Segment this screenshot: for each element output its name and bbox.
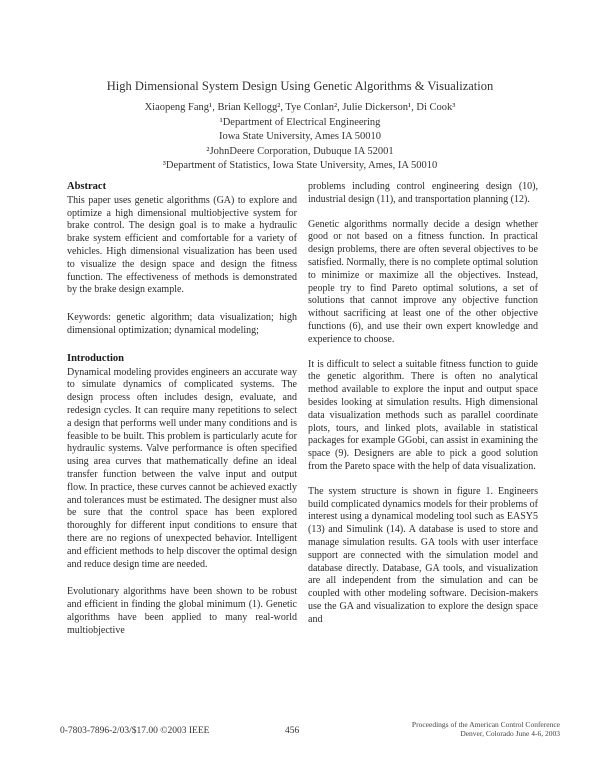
footer-proceedings <box>385 720 560 738</box>
author-block <box>60 101 540 174</box>
abstract-text: This paper uses genetic algorithms (GA) to explore and optimize a high dimensional multiobjective system for brake control. The design goal is to make a hydraulic brake system efficient and comfortable for a variety of vehicles. High dimensional visualization has been used to visualize the design space and design the fitness function. The effectiveness of methods is demonstrated by the brake design example. <box>67 194 297 296</box>
page-number: 456 <box>285 726 300 736</box>
introduction-heading: Introduction <box>67 352 124 364</box>
footer-isbn: 0-7803-7896-2/03/$17.00 ©2003 IEEE <box>60 726 210 736</box>
affiliation-line: ³Department of Statistics, Iowa State University, Ames, IA 50010 <box>162 160 438 171</box>
left-column <box>67 181 297 650</box>
proceedings-line: Denver, Colorado June 4-6, 2003 <box>460 729 560 738</box>
intro-paragraph: Dynamical modeling provides engineers an accurate way to simulate dynamics of complicated systems. The design process often includes design, evaluate, and redesign cycles. It can require many repetitions to select a design that performs well under many conditions and is feasible to be built. This problem is particularly acute for hydraulic systems. Valve performance is often specified using area curves that mathematically define an ideal transfer function between the valve input and output flow. In practice, these curves cannot be achieved exactly and tolerances must be estimated. The designer must also be sure that the control space has been explored thoroughly for different input conditions to ensure that there are no regions of unexpected behavior. Intelligent and efficient methods to help discover the optimal design and reduce design time are needed. <box>67 366 297 570</box>
affiliation-line: Iowa State University, Ames IA 50010 <box>218 131 382 142</box>
body-paragraph: Genetic algorithms normally decide a design whether good or not based on a fitness function. In practical design problems, there are often several objectives to be satisfied. Normally, there is no complete optimal solution to minimize or maximize all the objectives. Instead, people try to find Pareto optimal solutions, a set of solutions that cannot improve any objective function without sacrificing at least one of the other objective functions (6), and use their own expert knowledge and experience to choose. <box>308 218 538 345</box>
affiliation-line: ²JohnDeere Corporation, Dubuque IA 52001 <box>206 145 394 157</box>
paper-title: High Dimensional System Design Using Genetic Algorithms & Visualization <box>106 79 494 93</box>
body-paragraph: problems including control engineering design (10), industrial design (11), and transportation planning (12). <box>308 181 538 205</box>
right-column <box>308 181 538 639</box>
intro-paragraph: Evolutionary algorithms have been shown to be robust and efficient in finding the global minimum (1). Genetic algorithms have been applied to many real-world multiobjective <box>67 586 297 636</box>
body-paragraph: It is difficult to select a suitable fitness function to guide the genetic algorithm. There is often no analytical method available to explore the input and output space besides looking at simulation results. High dimensional data visualization methods such as parallel coordinate plots, tours, and linked plots, available in statistical packages for example GGobi, can assist in examining the space (9). Designers are able to pick a good solution from the Pareto space with the help of data visualization. <box>308 358 538 472</box>
keywords-text: Keywords: genetic algorithm; data visualization; high dimensional optimization; dynamical modeling; <box>67 312 297 336</box>
proceedings-line: Proceedings of the American Control Conference <box>411 720 560 729</box>
authors-line: Xiaopeng Fang¹, Brian Kellogg², Tye Conlan², Julie Dickerson¹, Di Cook³ <box>144 102 456 113</box>
body-paragraph: The system structure is shown in figure 1. Engineers build complicated dynamics models for their problems of interest using a dynamical modeling tool such as EASY5 (13) and Simulink (14). A database is used to store and manage simulation results. GA tools with user interface support are connected with the simulation model and database directly. Database, GA tools, and visualization are all independent from the simulation and can be coupled with other modeling software. Decision-makers use the GA and visualization to explore the design space and <box>308 485 538 625</box>
affiliation-line: ¹Department of Electrical Engineering <box>219 116 381 128</box>
abstract-heading: Abstract <box>67 181 107 192</box>
